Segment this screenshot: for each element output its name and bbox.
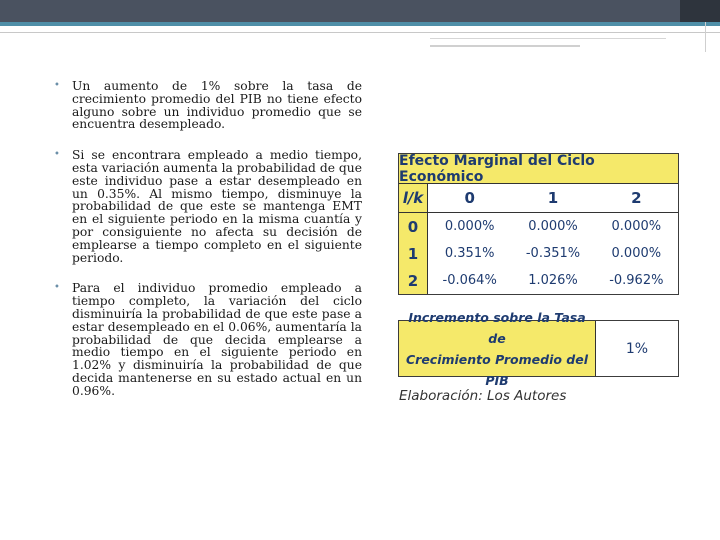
gdp-increment-table <box>398 309 679 388</box>
increment-label-line: Incremento sobre la Tasa de <box>408 309 586 346</box>
source-caption: Elaboración: Los Autores <box>399 388 567 404</box>
column-header: 2 <box>631 189 642 207</box>
corner-cell: l/k <box>399 184 428 212</box>
top-bar-right-block <box>680 0 720 22</box>
decorative-line <box>430 38 666 39</box>
row-header: 0 <box>399 213 428 240</box>
bullet-dot-icon: • <box>54 80 60 91</box>
table-cell: 0.351% <box>444 246 495 261</box>
marginal-effect-table <box>398 153 679 295</box>
column-header: 1 <box>547 189 559 207</box>
table-cell: 0.000% <box>444 219 495 234</box>
bullet-item <box>50 282 362 397</box>
table-cell: 0.000% <box>611 219 662 234</box>
table-cell: -0.064% <box>442 273 497 288</box>
row-header: 1 <box>399 240 428 267</box>
increment-value: 1% <box>625 340 649 357</box>
table-header-row <box>399 184 678 213</box>
top-accent-stripe <box>0 22 720 26</box>
table-cell: -0.351% <box>525 246 581 261</box>
bullet-item <box>50 149 362 264</box>
bullet-dot-icon: • <box>54 282 60 294</box>
top-bar <box>0 0 720 22</box>
bullet-list <box>50 80 362 416</box>
table-cell: 1.026% <box>528 273 578 288</box>
table-cell: 0.000% <box>611 246 662 261</box>
table-row <box>399 213 678 240</box>
decorative-line <box>430 45 580 47</box>
column-header: 0 <box>464 189 475 207</box>
table-title: Efecto Marginal del Ciclo Económico <box>399 154 678 184</box>
bullet-text: Un aumento de 1% sobre la tasa de crecimiento promedio del PIB no tiene efecto alguno sobre un individuo promedio que se encuentra desempleado. <box>72 79 362 132</box>
table-row <box>399 267 678 294</box>
decorative-line <box>705 22 706 52</box>
table-cell: 0.000% <box>528 219 578 234</box>
bullet-item <box>50 80 362 131</box>
increment-label <box>399 309 596 388</box>
decorative-line <box>0 32 720 33</box>
bullet-text: Para el individuo promedio empleado a tiempo completo, la variación del ciclo disminuiría la probabilidad de que este pase a estar desempleado en el 0.06%, aumentaría la probabilidad de que decida emplearse a medio tiempo en el siguiente periodo en 1.02% y disminuiría la probabilidad de que decida mantenerse en su estado actual en un 0.96%. <box>72 281 362 398</box>
bullet-dot-icon: • <box>54 149 60 161</box>
table-cell: -0.962% <box>609 273 664 288</box>
table-row <box>399 240 678 267</box>
increment-label-line: Crecimiento Promedio del PIB <box>405 351 589 388</box>
row-header: 2 <box>399 267 428 294</box>
bullet-text: Si se encontrara empleado a medio tiempo, esta variación aumenta la probabilidad de que este individuo pase a estar desempleado en un 0.35%. Al mismo tiempo, disminuye la probabilidad de que este se mantenga EMT en el siguiente periodo en la misma cuantía y por consiguiente no afecta su decisión de emplearse a tiempo completo en el siguiente periodo. <box>72 148 362 265</box>
